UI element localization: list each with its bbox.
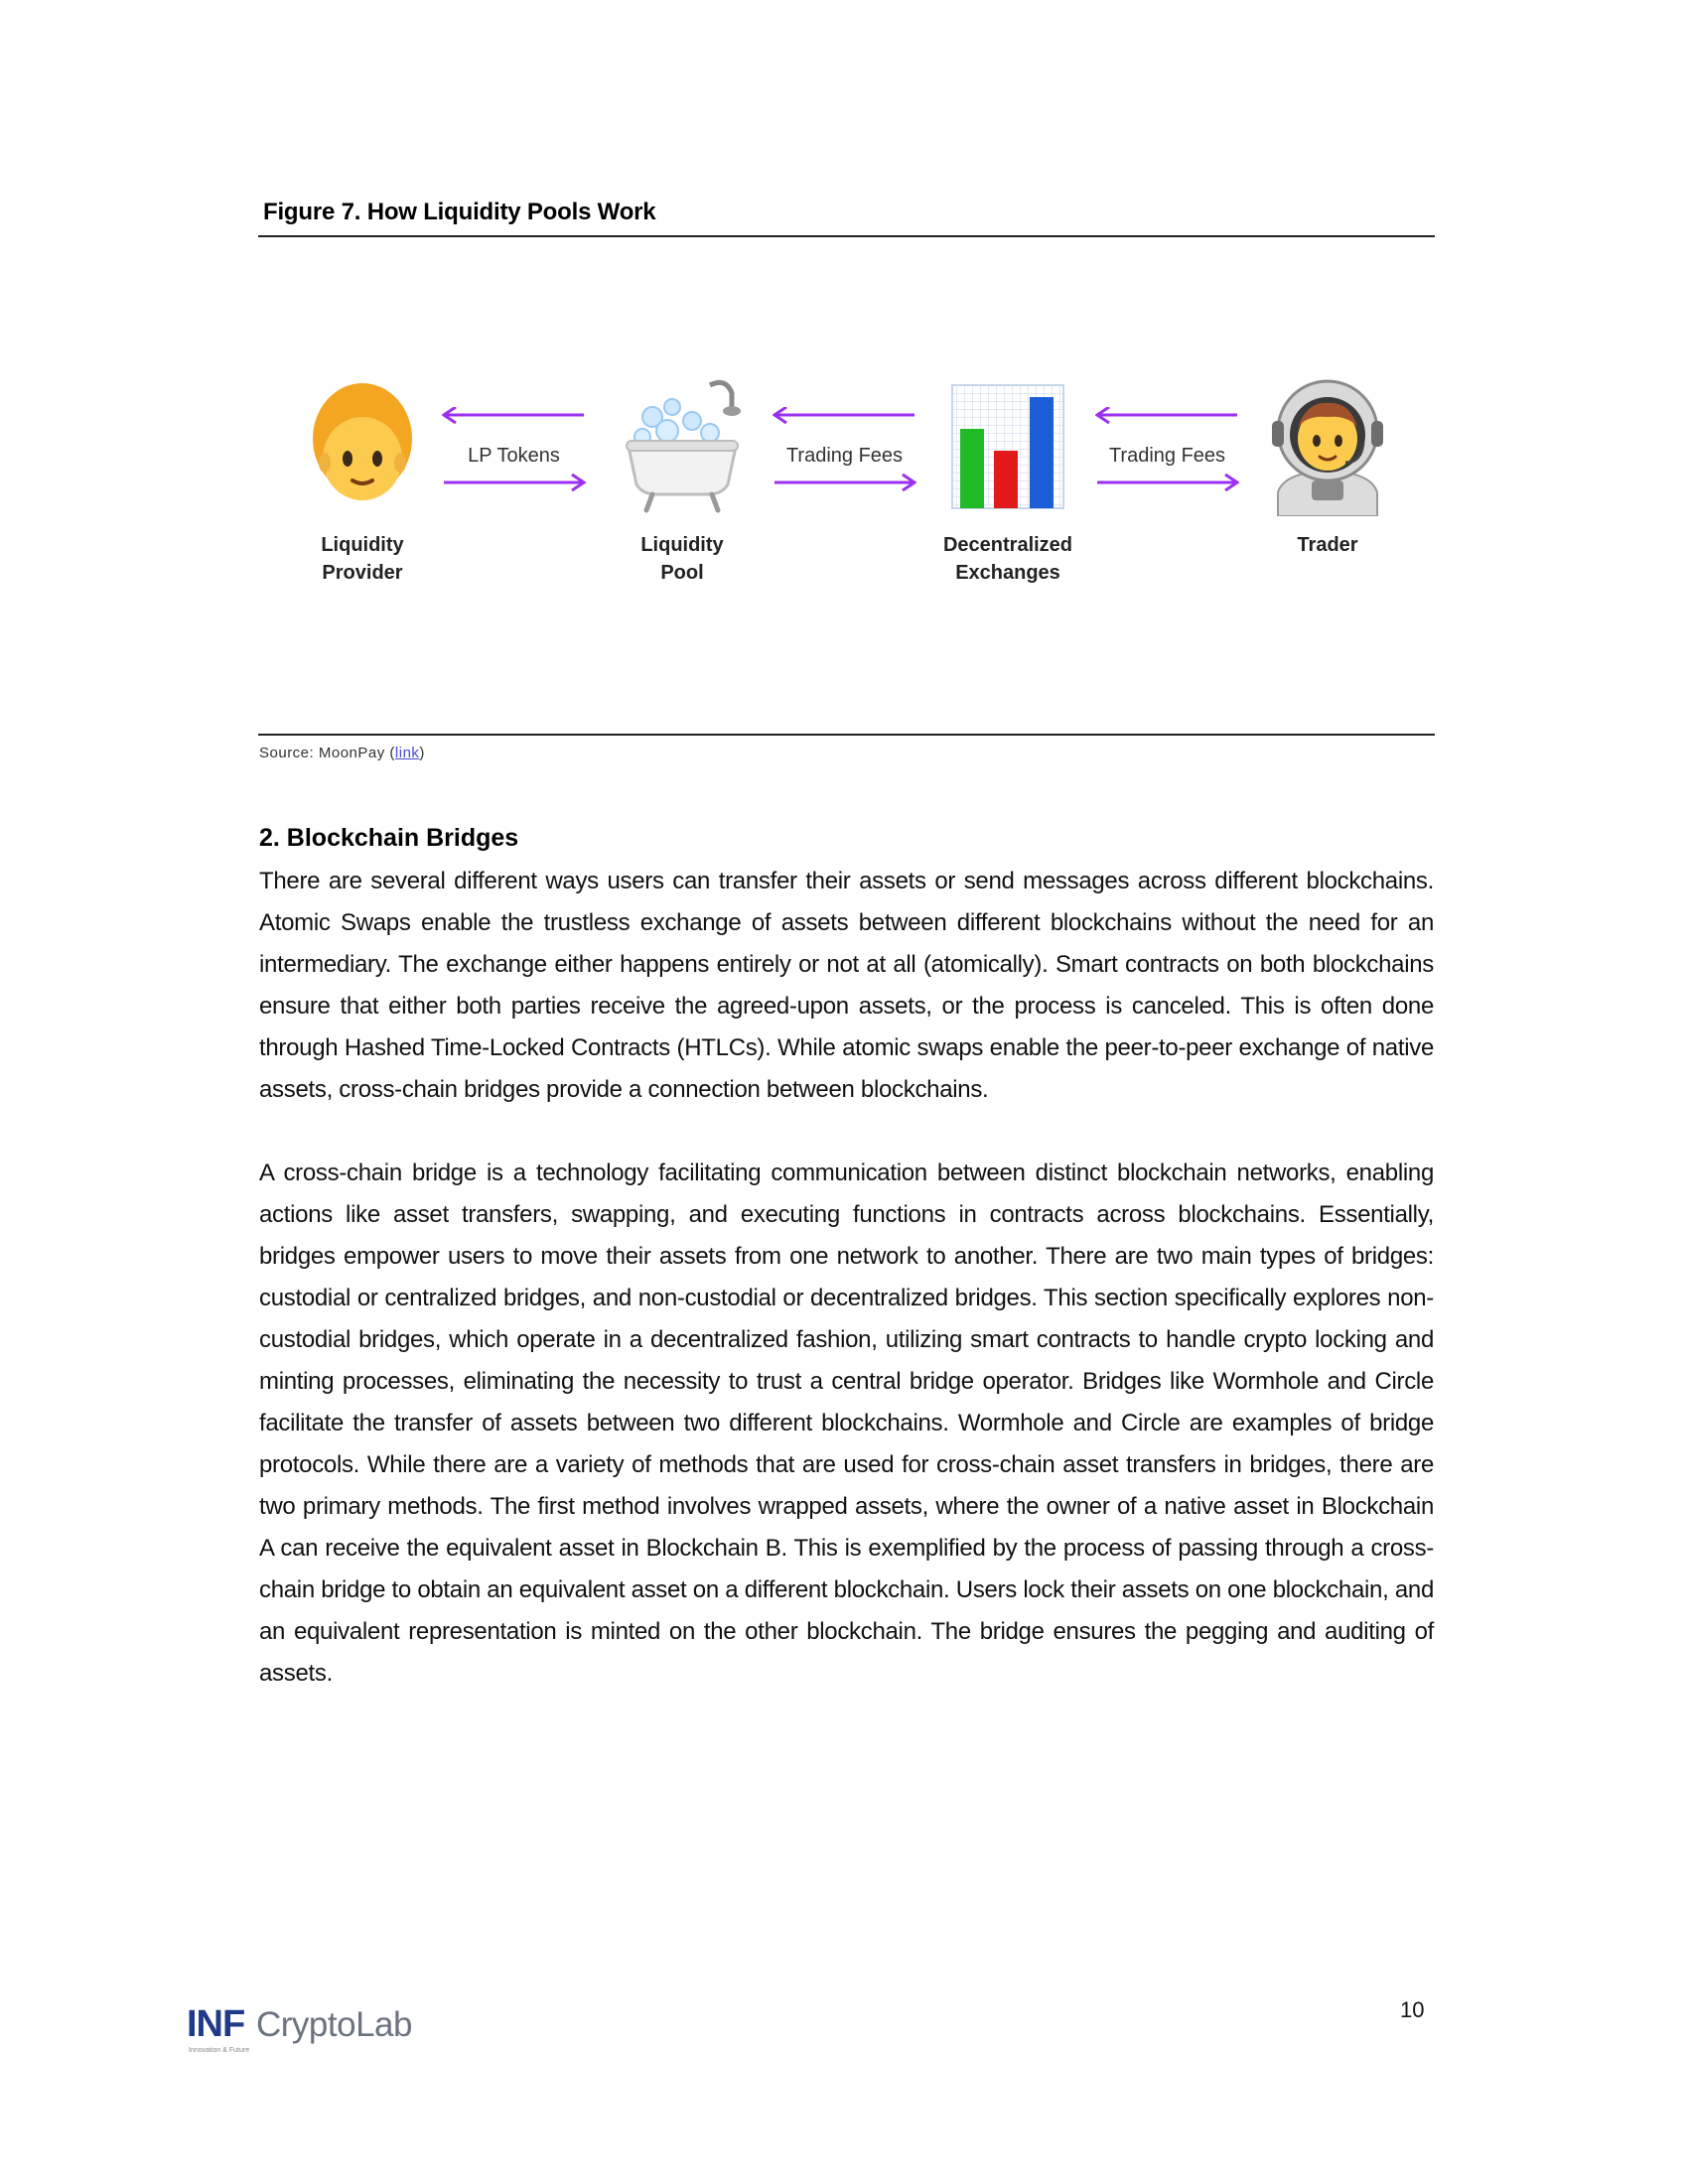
paragraph-atomic-swaps: There are several different ways users can transfer their assets or send messages across different blockchains. Atomic Swaps enable the trustless exchange of assets between different blockchains without the need for an intermediary. The exchange either happens entirely or not at all (atomically). Smart contracts on both blockchains ensure that either both parties receive the agreed-upon assets, or the process is canceled. This is often done through Hashed Time-Locked Contracts (HTLCs). While atomic swaps enable the peer-to-peer exchange of native assets, cross-chain bridges provide a connection between blockchains. xyxy=(259,868,1434,1103)
liquidity-pool-diagram xyxy=(258,377,1435,606)
node-label: Decentralized Exchanges xyxy=(942,534,1073,584)
source-suffix: ) xyxy=(419,745,425,761)
figure-title: Figure 7. How Liquidity Pools Work xyxy=(263,199,656,225)
inf-cryptolab-logo xyxy=(187,2003,435,2053)
bathtub-emoji-icon xyxy=(623,377,742,516)
source-link[interactable]: link xyxy=(394,745,420,761)
astronaut-emoji-icon xyxy=(1268,377,1387,516)
logo-cryptolab-text: CryptoLab xyxy=(256,2005,412,2044)
node-label: Trader xyxy=(1297,534,1358,556)
connector-trading-fees-2 xyxy=(1095,407,1239,496)
figure-top-rule xyxy=(258,235,1435,237)
connector-label: Trading Fees xyxy=(1108,445,1226,467)
connector-trading-fees-1 xyxy=(773,407,916,496)
source-prefix: Source: MoonPay ( xyxy=(259,745,395,761)
paragraph-cross-chain-bridge: A cross-chain bridge is a technology facilitating communication between distinct blockchain networks, enabling actions like asset transfers, swapping, and executing functions in contracts across blockchains. Essentially, bridges empower users to move their assets from one network to another. There are two main types of bridges: custodial or centralized bridges, and non-custodial or decentralized bridges. This section specifically explores non-custodial bridges, which operate in a decentralized fashion, utilizing smart contracts to handle crypto locking and minting processes, eliminating the necessity to trust a central bridge operator. Bridges like Wormhole and Circle facilitate the transfer of assets between two different blockchains. Wormhole and Circle are examples of bridge protocols. While there are a variety of methods that are used for cross-chain asset transfers in bridges, there are two primary methods. The first method involves wrapped assets, where the owner of a native asset in Blockchain A can receive the equivalent asset in Blockchain B. This is exemplified by the process of passing through a cross-chain bridge to obtain an equivalent asset on a different blockchain. Users lock their assets on one blockchain, and an equivalent representation is minted on the other blockchain. The bridge ensures the pegging and auditing of assets. xyxy=(259,1160,1434,1687)
section-title: 2. Blockchain Bridges xyxy=(259,824,519,852)
figure-bottom-rule xyxy=(258,734,1435,736)
person-emoji-icon xyxy=(303,377,422,516)
logo-tagline: Innovation & Future xyxy=(189,2047,250,2054)
node-label: Liquidity Pool xyxy=(640,534,724,584)
connector-label: Trading Fees xyxy=(785,445,904,467)
bar-chart-emoji-icon xyxy=(948,377,1067,516)
page-number: 10 xyxy=(1400,1997,1425,2022)
logo-inf-text: INF xyxy=(187,2003,245,2045)
connector-lp-tokens xyxy=(442,407,586,496)
node-label: Liquidity Provider xyxy=(321,534,404,584)
figure-source xyxy=(259,745,425,761)
connector-label: LP Tokens xyxy=(468,445,560,467)
